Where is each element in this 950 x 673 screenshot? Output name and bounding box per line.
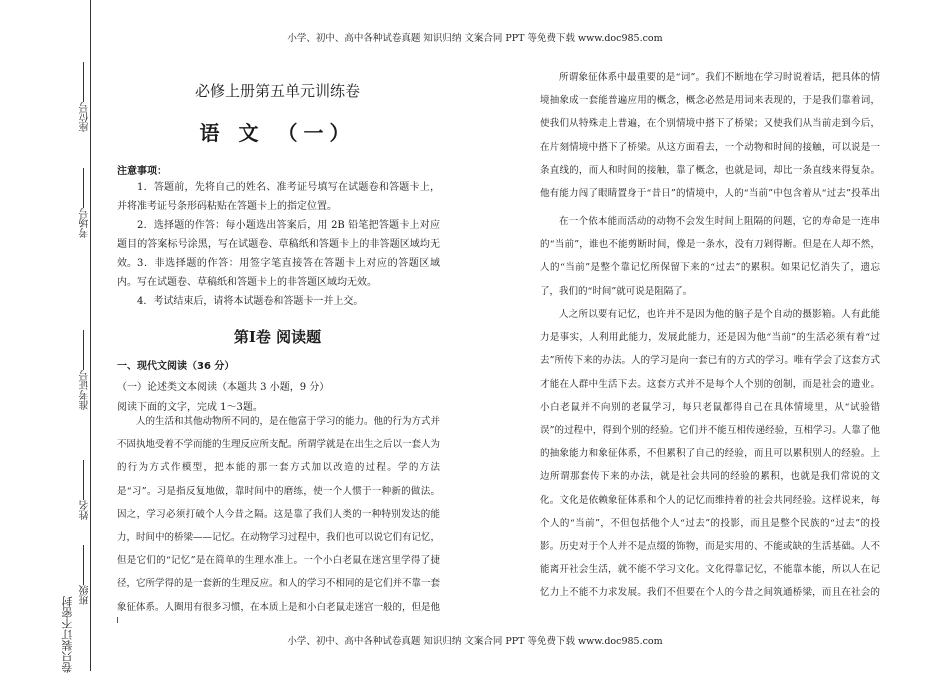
class-field (78, 545, 93, 605)
passage-right-paragraph-3: 人之所以要有记忆，也许并不是因为他的脑子是个自动的摄影箱。人有此能力是事实，人利用此能力，发展此能力，还是因为他“当前”的生活必须有着“过去”所传下来的办法。人的学习是向一套已有的方式的学习。唯有学会了这套方式才能在人群中生活下去。这套方式并不是每个人个别的创制，而是社会的遗业。小白老鼠并不向别的老鼠学习，每只老鼠都得自己在具体情境里，从“试验错误”的过程中，得到个别的经验。它们并不能互相传递经验，互相学习。人靠了他的抽象能力和象征体系，不但累积了自己的经验，而且可以累积别人的经验。上边所谓那套传下来的办法，就是社会共同的经验的累积，也就是我们常说的文化。文化是依赖象征体系和个人的记忆而维持着的社会共同经验。这样说来，每个人的“当前”，不但包括他个人“过去”的投影，而且是整个民族的“过去”的投影。历史对于个人并不是点缀的饰物，而是实用的、不能或缺的生活基础。人不能离开社会生活，就不能不学习文化。文化得靠记忆，不能靠本能，所以人在记忆力上不能不力求发展。我们不但要在个人的今昔之间筑通桥梁，而且在社会的 (540, 309, 880, 599)
section-heading: 一、现代文阅读（36 分） (117, 361, 235, 372)
note-item-1: 1．答题前，先将自己的姓名、准考证号填写在试题卷和答题卡上，并将准考证号条形码粘贴在答题卡上的指定位置。 (117, 182, 440, 212)
volume-title: 第Ⅰ卷 阅读题 (233, 328, 322, 346)
note-item-3: 3．非选择题的作答：用签字笔直接答在答题卡上对应的答题区域内。写在试题卷、草稿纸和答题卡上的非答题区域均无效。 (117, 258, 440, 288)
exam-title: 语 文 （一） (199, 121, 356, 145)
seat-number-label: 座位号 (80, 102, 91, 132)
note-item-4: 4．考试结束后，请将本试题卷和答题卡一并上交。 (137, 296, 364, 307)
ticket-number-label: 准考证号 (80, 370, 91, 410)
passage-right-paragraph-2: 在一个依本能而活动的动物不会发生时间上阻隔的问题，它的寿命是一连串的“当前”，谁也不能剪断时间，像是一条水，没有刀剁得断。但是在人却不然，人的“当前”是整个靠记忆所保留下来的“过去”的累积。如果记忆消失了，遗忘了，我们的“时间”就可说是阻隔了。 (540, 216, 880, 297)
name-field (78, 460, 93, 520)
note-item-2: 2．选择题的作答：每小题选出答案后，用 2B 铅笔把答题卡上对应题目的答案标号涂黑，写在试题卷、草稿纸和答题卡上的非答题区域均无效。 (117, 220, 440, 269)
passage-left-paragraph: 人的生活和其他动物所不同的，是在他富于学习的能力。他的行为方式并不固执地受着不学而能的生理反应所支配。所谓学就是在出生之后以一套人为的行为方式作模型，把本能的那一套方式加以改造的过程。学的方法是“习”。习是指反复地做，靠时间中的磨练，使一个人惯于一种新的做法。因之，学习必须打破个人今昔之隔。这是靠了我们人类的一种特别发达的能力，时间中的桥梁——记忆。在动物学习过程中，我们也可以说它们有记忆，但是它们的“记忆”是在简单的生理水准上。一个小白老鼠在迷宫里学得了捷径，它所学得的是一套新的生理反应。和人的学习不相同的是它们并不靠一套象征体系。人圈用有很多习惯，在本质上是和小白老鼠走迷宫一般的，但是他 (117, 416, 440, 613)
binding-warning: 卷只装订不密封 (61, 596, 74, 673)
reading-instruction: 阅读下面的文字，完成 1～3题。 (117, 402, 263, 413)
name-blank[interactable] (83, 460, 84, 500)
ticket-number-blank[interactable] (83, 330, 84, 370)
page-footer: 小学、初中、高中各种试卷真题 知识归纳 文案合同 PPT 等免费下载 www.doc985.com (287, 636, 663, 647)
class-label: 班级 (80, 585, 91, 605)
name-label: 姓名 (80, 500, 91, 520)
page-tick-mark (117, 617, 118, 623)
ticket-number-field (78, 330, 93, 410)
notes-heading: 注意事项： (117, 166, 167, 177)
exam-subtitle: 必修上册第五单元训练卷 (194, 82, 360, 100)
seat-number-field (78, 62, 93, 132)
subsection-heading: （一）论述类文本阅读（本题共 3 小题，9 分） (117, 382, 330, 393)
exam-room-field (78, 168, 93, 238)
seat-number-blank[interactable] (83, 62, 84, 102)
exam-room-label: 考场号 (80, 208, 91, 238)
passage-right-paragraph-1: 所谓象征体系中最重要的是“词”。我们不断地在学习时说着话，把具体的情境抽象成一套能普遍应用的概念，概念必然是用词来表现的，于是我们靠着词，使我们从特殊走上普遍，在个别情境中搭下了桥梁；又使我们从当前走到今后，在片刻情境中搭下了桥梁。从这方面看去，一个动物和时间的接触，可以说是一条直线的，而人和时间的接触，靠了概念，也就是词，却比一条直线来得复杂。他有能力闯了眼睛置身于“昔日”的情境中，人的“当前”中包含着从“过去”投革出 (540, 72, 880, 200)
exam-room-blank[interactable] (83, 168, 84, 208)
class-blank[interactable] (83, 545, 84, 585)
page-header: 小学、初中、高中各种试卷真题 知识归纳 文案合同 PPT 等免费下载 www.doc985.com (287, 33, 663, 44)
